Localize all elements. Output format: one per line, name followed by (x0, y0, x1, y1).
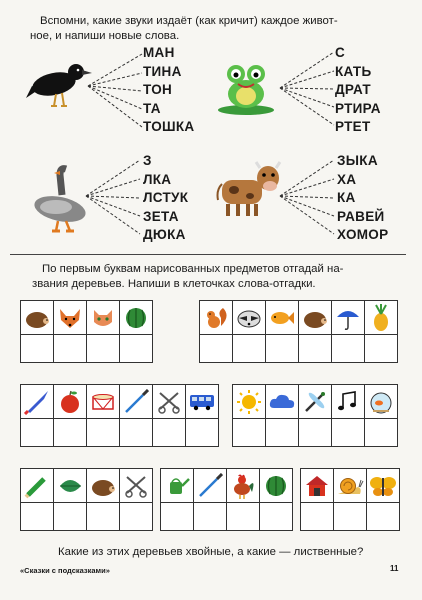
brush-icon (123, 389, 149, 415)
cow-ending: ХОМОР (337, 227, 389, 242)
question-text: Какие из этих деревьев хвойные, а какие — лиственные? (58, 546, 364, 558)
answer-cell[interactable] (120, 335, 153, 363)
picture-cell (54, 469, 87, 503)
page-number: 11 (390, 564, 399, 573)
goose-connector-lines (84, 150, 144, 242)
picture-cell (301, 469, 334, 503)
answer-cell[interactable] (200, 335, 233, 363)
answer-grid-6 (160, 468, 293, 531)
brush-icon (197, 473, 223, 499)
crow-connector-lines (86, 46, 146, 136)
answer-cell[interactable] (194, 503, 227, 531)
section-divider (10, 254, 406, 255)
answer-cell[interactable] (365, 419, 398, 447)
watermelon-icon (124, 306, 148, 330)
instruction-2-line2: звания деревьев. Напиши в клеточках слова-отгадки. (32, 278, 316, 290)
answer-grid-2 (199, 300, 398, 363)
picture-cell (120, 469, 153, 503)
picture-cell (161, 469, 194, 503)
answer-cell[interactable] (299, 419, 332, 447)
picture-cell (227, 469, 260, 503)
house-icon (304, 474, 330, 498)
answer-cell[interactable] (260, 503, 293, 531)
picture-cell (54, 301, 87, 335)
picture-cell (120, 385, 153, 419)
fox-icon (57, 306, 83, 330)
answer-cell[interactable] (54, 419, 87, 447)
butterfly-icon (369, 474, 397, 498)
answer-cell[interactable] (227, 503, 260, 531)
answer-cell[interactable] (233, 419, 266, 447)
picture-cell (233, 301, 266, 335)
frog-endings (335, 44, 381, 137)
crow-ending: ТОШКА (143, 119, 195, 134)
notes-icon (335, 390, 361, 414)
rocket-icon (24, 389, 50, 415)
picture-cell (87, 469, 120, 503)
rooster-icon (230, 472, 256, 500)
answer-grid-3 (20, 384, 219, 447)
cow-connector-lines (278, 150, 338, 242)
snail-icon (336, 475, 364, 497)
answer-cell[interactable] (21, 419, 54, 447)
instruction-1 (30, 14, 400, 44)
goose-ending: ЛКА (143, 171, 172, 187)
frog-ending: С (335, 45, 346, 60)
answer-cell[interactable] (266, 335, 299, 363)
pencil-icon (24, 473, 50, 499)
answer-grid-5 (20, 468, 153, 531)
answer-cell[interactable] (332, 335, 365, 363)
picture-cell (200, 301, 233, 335)
answer-cell[interactable] (301, 503, 334, 531)
picture-cell (186, 385, 219, 419)
picture-cell (233, 385, 266, 419)
picture-cell (87, 385, 120, 419)
goose-endings (143, 152, 188, 245)
scissors-icon (123, 473, 149, 499)
answer-cell[interactable] (21, 503, 54, 531)
apple-icon (58, 390, 82, 414)
crow-endings (143, 44, 194, 137)
frog-ending: КАТЬ (335, 63, 372, 79)
answer-cell[interactable] (334, 503, 367, 531)
instruction-1-line2: ное, и напиши новые слова. (30, 30, 180, 42)
cloud-icon (268, 392, 296, 412)
crow-picture (24, 56, 94, 115)
watering-can-icon (164, 474, 190, 498)
instruction-2-line1: По первым буквам нарисованных предметов отгадай на- (42, 263, 344, 275)
answer-grid-1 (20, 300, 153, 363)
answer-cell[interactable] (87, 503, 120, 531)
cow-ending: ЗЫКА (337, 153, 378, 168)
bus-icon (188, 392, 216, 412)
picture-cell (194, 469, 227, 503)
answer-cell[interactable] (120, 419, 153, 447)
answer-cell[interactable] (120, 503, 153, 531)
answer-cell[interactable] (367, 503, 400, 531)
picture-cell (260, 469, 293, 503)
answer-cell[interactable] (266, 419, 299, 447)
answer-cell[interactable] (54, 503, 87, 531)
picture-cell (21, 469, 54, 503)
frog-ending: РТИРА (335, 100, 381, 116)
picture-cell (332, 385, 365, 419)
dragonfly-icon (302, 389, 328, 415)
answer-cell[interactable] (54, 335, 87, 363)
answer-grid-4 (232, 384, 398, 447)
answer-cell[interactable] (299, 335, 332, 363)
goose-ending: З (143, 153, 152, 168)
cow-ending: ХА (337, 171, 357, 187)
picture-cell (21, 301, 54, 335)
answer-cell[interactable] (21, 335, 54, 363)
picture-cell (54, 385, 87, 419)
frog-picture (214, 60, 278, 123)
goose-ending: ЗЕТА (143, 208, 179, 224)
answer-cell[interactable] (153, 419, 186, 447)
instruction-1-line1: Вспомни, какие звуки издаёт (как кричит) каждое живот- (40, 15, 338, 27)
squirrel-icon (203, 306, 229, 330)
cow-ending: РАВЕЙ (337, 208, 385, 224)
hedgehog-icon (90, 475, 116, 497)
raccoon-icon (236, 307, 262, 329)
frog-ending: РТЕТ (335, 119, 371, 134)
answer-cell[interactable] (87, 335, 120, 363)
picture-cell (367, 469, 400, 503)
book-title: «Сказки с подсказками» (20, 566, 110, 575)
watermelon-icon (264, 474, 288, 498)
umbrella-icon (335, 305, 361, 331)
picture-cell (120, 301, 153, 335)
leaf-icon (57, 474, 83, 498)
answer-cell[interactable] (161, 503, 194, 531)
cow-ending: КА (337, 190, 356, 205)
fish-icon (269, 308, 295, 328)
pineapple-icon (370, 304, 392, 332)
picture-cell (299, 301, 332, 335)
picture-cell (365, 385, 398, 419)
picture-cell (299, 385, 332, 419)
picture-cell (21, 385, 54, 419)
cow-endings (337, 152, 388, 245)
picture-cell (365, 301, 398, 335)
frog-ending: ДРАТ (335, 82, 371, 97)
scissors-icon (156, 389, 182, 415)
crow-ending: ТОН (143, 82, 173, 97)
picture-cell (87, 301, 120, 335)
hedgehog-icon (24, 307, 50, 329)
goose-ending: ДЮКА (143, 227, 186, 242)
sun-icon (236, 389, 262, 415)
cat-icon (90, 306, 116, 330)
aquarium-icon (368, 389, 394, 415)
hedgehog-icon (302, 307, 328, 329)
picture-cell (266, 385, 299, 419)
picture-cell (334, 469, 367, 503)
answer-cell[interactable] (186, 419, 219, 447)
picture-cell (332, 301, 365, 335)
crow-ending: МАН (143, 45, 175, 60)
crow-ending: ТИНА (143, 63, 182, 79)
frog-connector-lines (278, 44, 338, 136)
picture-cell (266, 301, 299, 335)
picture-cell (153, 385, 186, 419)
answer-cell[interactable] (233, 335, 266, 363)
cow-picture (216, 160, 284, 225)
answer-cell[interactable] (87, 419, 120, 447)
answer-cell[interactable] (365, 335, 398, 363)
crow-ending: ТА (143, 100, 161, 116)
drum-icon (90, 391, 116, 413)
goose-picture (30, 165, 90, 240)
answer-grid-7 (300, 468, 400, 531)
goose-ending: ЛСТУК (143, 190, 189, 205)
instruction-2 (32, 262, 402, 292)
answer-cell[interactable] (332, 419, 365, 447)
